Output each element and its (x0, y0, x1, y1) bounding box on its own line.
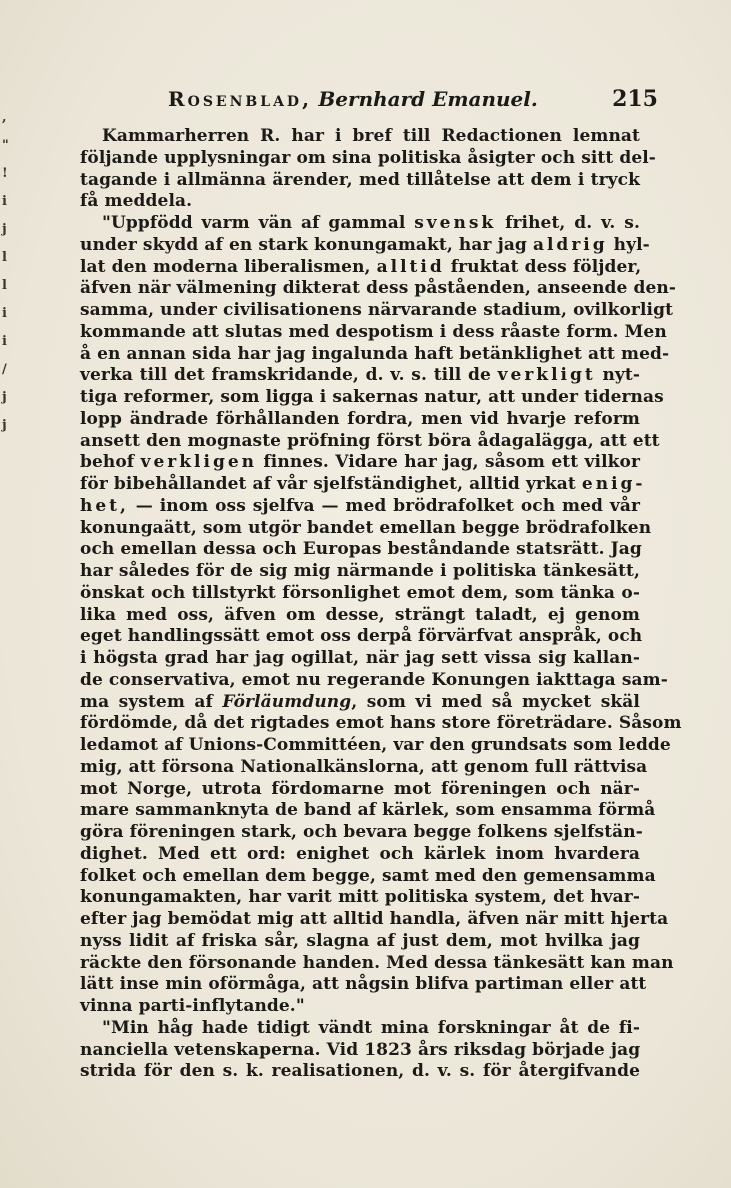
text-run: mot Norge, utrota fördomarne mot föreningen och när- (80, 778, 640, 799)
text-line (80, 496, 640, 518)
text-run: , som vi med så mycket skäl (351, 691, 640, 712)
text-line (80, 343, 670, 366)
margin-mark: " (2, 138, 9, 153)
text-run: — inom oss sjelfva — med brödrafolket och med vår (128, 495, 640, 516)
text-run: följande upplysningar om sina politiska åsigter och sitt del- (80, 147, 656, 168)
text-run: få meddela. (80, 191, 193, 212)
text-line (80, 648, 640, 670)
text-line (80, 735, 671, 757)
text-line (80, 1061, 640, 1083)
text-line (80, 474, 646, 496)
text-run: ansett den mognaste pröfning först böra ådagalägga, att ett (80, 430, 660, 451)
text-run: och emellan dessa och Europas beståndande statsrätt. Jag (80, 539, 642, 560)
margin-mark: i (2, 194, 7, 209)
italic-emphasis: Förläumdung (222, 691, 352, 712)
margin-mark: ! (2, 166, 8, 181)
text-run: för bibehållandet af vår sjelfständighet, alltid yrkat (80, 474, 582, 494)
text-line (80, 1018, 640, 1040)
text-run: dighet. Med ett ord: enighet och kärlek inom hvardera (80, 843, 640, 864)
text-line (80, 170, 640, 192)
spaced-emphasis: svensk (414, 213, 497, 233)
text-line (80, 583, 640, 605)
margin-mark: , (2, 110, 7, 125)
text-run: finnes. Vidare har jag, såsom ett vilkor (257, 452, 640, 473)
text-line (80, 365, 640, 387)
text-line (80, 974, 647, 996)
left-margin-bleed-marks (0, 110, 18, 470)
margin-mark: i (2, 306, 7, 321)
text-line (80, 300, 674, 322)
spaced-emphasis: alltid (376, 256, 445, 277)
text-run: å en annan sida har jag ingalunda haft betänklighet att med- (80, 343, 670, 364)
spaced-emphasis: enig- (581, 474, 646, 494)
spaced-emphasis: verkligen (140, 452, 258, 473)
text-line (80, 387, 664, 409)
text-line (80, 278, 676, 300)
text-run: Kammarherren R. har i bref till Redactionen lemnat (102, 126, 640, 146)
spaced-emphasis: het, (80, 495, 129, 516)
text-run: räckte den försonande handen. Med dessa tänkesätt kan man (80, 952, 674, 973)
text-run: nyt- (595, 365, 640, 386)
text-run: i högsta grad har jag ogillat, när jag sett vissa sig kallan- (80, 648, 640, 668)
text-run: behof (80, 452, 141, 473)
text-line (80, 452, 640, 474)
text-line (80, 669, 668, 692)
text-run: hyl- (607, 234, 650, 255)
text-line (80, 605, 640, 627)
text-run: tiga reformer, som ligga i sakernas natur, att under tidernas (80, 387, 664, 407)
text-line (80, 931, 640, 953)
text-line (80, 996, 640, 1018)
text-run: konungamakten, har varit mitt politiska system, det hvar- (80, 887, 640, 908)
text-run: mig, att försona Nationalkänslorna, att genom full rättvisa (80, 756, 648, 777)
text-line (80, 626, 643, 648)
text-line (80, 234, 650, 257)
text-run: tagande i allmänna ärender, med tillåtelse att dem i tryck (80, 169, 640, 190)
text-line (80, 191, 640, 213)
text-run: fördömde, då det rigtades emot hans store företrädare. Såsom (80, 713, 682, 734)
text-run: "Min håg hade tidigt vändt mina forskningar åt de fi- (102, 1017, 640, 1038)
text-line (80, 844, 640, 866)
text-run: lika med oss, äfven om desse, strängt taladt, ej genom (80, 604, 640, 625)
text-line (80, 713, 682, 735)
text-run: lätt inse min oförmåga, att någsin blifva partiman eller att (80, 974, 647, 995)
text-run: strida för den s. k. realisationen, d. v. s. för återgifvande (80, 1061, 640, 1082)
text-run: nanciella vetenskaperna. Vid 1823 års riksdag började jag (80, 1039, 641, 1060)
text-line (80, 779, 640, 801)
page-number: 215 (612, 86, 658, 112)
text-run: eget handlingssätt emot oss derpå förvärfvat anspråk, och (80, 626, 643, 647)
running-header (168, 86, 668, 112)
text-run: mare sammanknyta de band af kärlek, som ensamma förmå (80, 800, 656, 821)
text-run: nyss lidit af friska sår, slagna af just dem, mot hvilka jag (80, 930, 640, 951)
text-run: "Uppfödd varm vän af gammal (102, 213, 415, 233)
text-line (80, 822, 643, 844)
text-run: önskat och tillstyrkt försonlighet emot dem, som tänka o- (80, 582, 640, 603)
text-run: kommande att slutas med despotism i dess råaste form. Men (80, 321, 667, 342)
text-run: de conservativa, emot nu regerande Konungen iakttaga sam- (80, 669, 668, 690)
text-line (80, 909, 669, 931)
text-line (80, 126, 640, 148)
text-line (80, 952, 674, 975)
margin-mark: j (2, 418, 7, 433)
margin-mark: l (2, 250, 7, 265)
text-run: ma system af (80, 691, 223, 712)
text-run: lat den moderna liberalismen, (80, 256, 377, 277)
text-run: under skydd af en stark konungamakt, har jag (80, 234, 533, 255)
text-run: frihet, d. v. s. (496, 213, 640, 233)
text-line (80, 692, 640, 714)
text-line (80, 800, 656, 822)
text-line (80, 865, 656, 888)
text-line (80, 1040, 640, 1062)
text-line (80, 409, 640, 431)
text-run: äfven när välmening dikterat dess påståenden, anseende den- (80, 278, 676, 299)
margin-mark: j (2, 390, 7, 405)
margin-mark: j (2, 222, 7, 237)
text-run: folket och emellan dem begge, samt med den gemensamma (80, 865, 656, 886)
header-surname: Rosenblad, (168, 87, 313, 111)
text-line (80, 430, 660, 453)
text-run: efter jag bemödat mig att alltid handla, äfven när mitt hjerta (80, 909, 669, 929)
text-run: vinna parti-inflytande." (80, 996, 305, 1016)
margin-mark: i (2, 334, 7, 349)
text-run: göra föreningen stark, och bevara begge folkens sjelfstän- (80, 822, 643, 842)
text-line (80, 213, 640, 235)
text-run: lopp ändrade förhållanden fordra, men vid hvarje reform (80, 408, 640, 429)
text-line (80, 321, 667, 344)
text-line (80, 561, 640, 583)
text-line (80, 517, 652, 540)
text-run: verka till det framskridande, d. v. s. till de (80, 365, 498, 386)
spaced-emphasis: verkligt (497, 365, 596, 386)
header-given-names: Bernhard Emanuel. (318, 87, 538, 111)
body-text (80, 126, 682, 1083)
text-line (80, 257, 640, 279)
text-run: ledamot af Unions-Committéen, var den grundsats som ledde (80, 735, 671, 755)
spaced-emphasis: aldrig (532, 234, 608, 255)
text-line (80, 539, 640, 561)
text-line (80, 147, 656, 170)
text-line (80, 756, 648, 779)
margin-mark: / (2, 362, 7, 377)
text-line (80, 887, 640, 909)
margin-mark: l (2, 278, 7, 293)
text-run: konungaätt, som utgör bandet emellan begge brödrafolken (80, 517, 652, 538)
text-run: fruktat dess följder, (444, 256, 642, 277)
text-run: samma, under civilisationens närvarande stadium, ovilkorligt (80, 300, 674, 320)
text-run: har således för de sig mig närmande i politiska tänkesätt, (80, 561, 640, 581)
